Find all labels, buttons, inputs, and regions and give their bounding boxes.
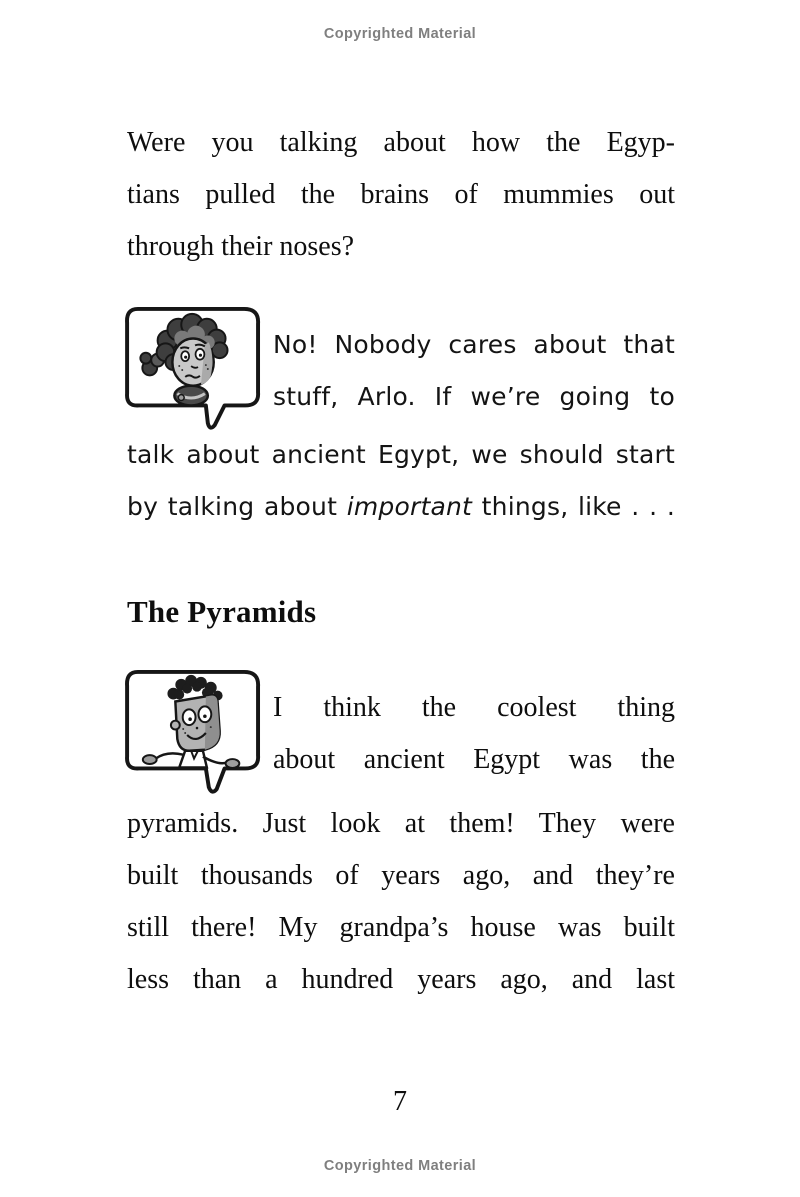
dialogue-line: built thousands of years ago, and they’re bbox=[127, 860, 675, 891]
page-content bbox=[127, 117, 675, 1006]
section-heading: The Pyramids bbox=[127, 594, 317, 629]
dialogue-line: talk about ancient Egypt, we should start bbox=[127, 440, 675, 469]
dialogue-line: still there! My grandpa’s house was built bbox=[127, 912, 675, 943]
dialogue-line: less than a hundred years ago, and last bbox=[127, 964, 675, 995]
dialogue-line: pyramids. Just look at them! They were bbox=[127, 808, 675, 839]
girl-dialogue-beside bbox=[273, 319, 675, 423]
narration-line: Were you talking about how the Egyp- bbox=[127, 127, 675, 158]
dialogue-line: stuff, Arlo. If we’re going to bbox=[273, 382, 675, 411]
page-number: 7 bbox=[393, 1086, 407, 1117]
girl-dialogue-block bbox=[127, 305, 675, 433]
boy-dialogue-continued bbox=[127, 798, 675, 1006]
boy-dialogue-beside bbox=[273, 682, 675, 786]
copyright-notice-top: Copyrighted Material bbox=[323, 26, 477, 42]
girl-speech-bubble-icon bbox=[121, 305, 273, 433]
narration-line: through their noses? bbox=[127, 231, 355, 262]
copyright-notice-bottom: Copyrighted Material bbox=[323, 1158, 477, 1174]
dialogue-line: No! Nobody cares about that bbox=[273, 330, 675, 359]
boy-speech-bubble-icon bbox=[121, 668, 273, 796]
dialogue-line: I think the coolest thing bbox=[273, 692, 675, 723]
dialogue-line: about ancient Egypt was the bbox=[273, 744, 675, 775]
girl-dialogue-continued bbox=[127, 429, 675, 533]
dialogue-line-emphasis bbox=[127, 481, 675, 533]
narration-paragraph bbox=[127, 117, 675, 273]
dialogue-text: things, like . . . bbox=[472, 492, 675, 521]
narration-line: tians pulled the brains of mummies out bbox=[127, 179, 675, 210]
boy-dialogue-block bbox=[127, 668, 675, 796]
dialogue-emphasis-word: important bbox=[346, 492, 473, 521]
dialogue-text: by talking about bbox=[127, 492, 347, 521]
